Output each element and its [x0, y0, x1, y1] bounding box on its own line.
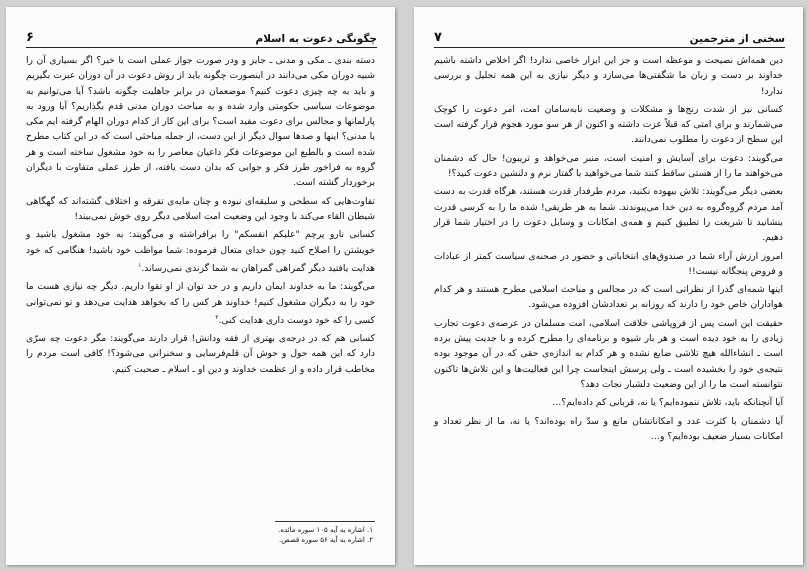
paragraph — [26, 227, 375, 276]
page-number: ۷ — [434, 30, 442, 45]
page-number: ۶ — [26, 30, 34, 45]
footnote: ۲. اشاره به آیه ۵۶ سوره قصص. — [279, 536, 373, 544]
left-page — [6, 7, 395, 565]
paragraph: کسانی هم که در درجه‌ی بهتری از فقه ودانش! قرار دارند می‌گویند: مگر دعوت چه سرّی دارد که این همه حول و حوش آن قلم‌فرسایی و سخنرانی می‌شود؟! کافی است مردم را مخاطب قرار داده و از عظمت خداوند و دین او ـ اسلام ـ صحبت کنیم. — [26, 333, 375, 375]
paragraph: اینها شمه‌ای گذرا از نظراتی است که در مجالس و مباحث اسلامی مطرح هستند و هر کدام هواداران خاص خود را دارند که روزانه بر تعدادشان افزوده می‌شود. — [434, 284, 783, 311]
paragraph: می‌گویند: دعوت برای آسایش و امنیت است، منبر می‌خواهد و تریبون! حال که دشمنان می‌خواهند ما را از هستی ساقط کنند شما می‌خواهید با گفتار نرم و دلنشین دعوت کنید؟! — [434, 152, 783, 180]
paragraph: دسته بندی ـ مکی و مدنی ـ جایز و ودر صورت جواز عملی است یا خیر؟ اگر بسیاری آن را شبیه دوران مکی می‌دانند در اینصورت چگونه باید از روش دعوت در آن دوران عبرت بگیریم و باید به چه چیزی دعوت کنیم؟ موضعمان در برابر جاهلیت چگونه باشد؟ آیا می‌توانیم به موضوعات سیاسی حکومتی وارد شده و به مباحث دوران مدنی قدم بگذاریم؟ آیا ورود به پارلمانها و مجالس برای دعوت مفید است؟ برای این کار از کدام دوران الهام گرفته ایم مکی یا مدنی؟ اینها و صدها سوال دیگر از این دست، از جمله مباحثی است که در این کتاب مطرح شده است و بالطبع این موضوعات فکر داعیان معاصر را به خود مشغول ساخته است و هر گروه به فراخور طرز فکر و جوابی که بدان دست یافته، از طرز عملی متفاوت با دیگران برخوردار گشته است. — [26, 55, 375, 189]
page-header — [434, 21, 785, 48]
paragraph-text: می‌گویند: ما به خداوند ایمان داریم و در حد توان از او تقوا داریم. دیگر چه نیازی هست ما خود را به دیگران مشغول کنیم! خداوند هر کس را که بخواهد هدایت می‌دهد و تو نمی‌توانی کسی را که خود دوست داری هدایت کنی. — [26, 281, 375, 326]
footnote-reference: ۱ — [138, 261, 142, 269]
footnotes — [26, 525, 373, 545]
footnote-separator — [275, 521, 375, 522]
paragraph: آیا دشمنان با کثرت عدد و امکاناتشان مانع و سدّ راه بوده‌اند؟ یا نه، ما از نظر تعداد و امکانات بسیار ضعیف بوده‌ایم؟ و… — [434, 415, 783, 442]
paragraph-text: کسانی نارو پرچم "علیکم انفسکم" را برافراشته و می‌گویند: به خود مشغول باشید و خویشتن را اصلاح کنید چون خدای متعال فرموده: شما مواظب خود باشید! هنگامی که خود هدایت یافتید دیگر گمراهی گمراهان به شما گزندی نمی‌رساند. — [26, 229, 375, 274]
paragraph: دین همه‌اش نصیحت و موعظه است و جز این ابزار خاصی ندارد! اگر اخلاص داشته باشیم خداوند بر دست و زبان ما شگفتی‌ها می‌سازد و دیگر نیازی به این همه تحلیل و بررسی ندارد! — [434, 55, 783, 97]
running-title: چگونگی دعوت به اسلام — [255, 33, 377, 45]
paragraph: حقیقت این است پس از فروپاشی خلافت اسلامی، امت مسلمان در عرصه‌ی دعوت تجارب زیادی را به خود دیده است و هر بار شیوه و برنامه‌ای را مطرح کرده و با جدیت پیش برده است ـ انشاءالله هیچ تلاشی ضایع نشده و هر کدام به اندازه‌ی حقی که در آن موجود بوده نتیجه‌ی خود را بخشیده است ـ ولی پرسش اینجاست چرا این فعالیت‌ها و این تلاش‌ها تاکنون نتوانسته است ما را از این وضعیت دلشبار نجات دهد؟ — [434, 317, 783, 390]
paragraph: کسانی نیز از شدت رنج‌ها و مشکلات و وضعیت نابه‌سامان امت، امر دعوت را کوچک می‌شمارند و برای امتی که قبلاً عزت داشته و اکنون از هر سو مورد هجوم قرار گرفته است این سطح از دعوت را مطلوب نمی‌دانند. — [434, 103, 783, 146]
paragraph: آیا آنچنانکه باید، تلاش ننموده‌ایم؟ یا نه، قربانی کم داده‌ایم؟… — [552, 397, 783, 409]
footnote-reference: ۲ — [215, 313, 219, 321]
running-title: سخنی از مترجمین — [689, 33, 785, 45]
footnote: ۱. اشاره به آیه ۱۰۵ سوره مائده. — [278, 526, 373, 534]
paragraph — [26, 279, 375, 328]
page-body — [26, 53, 375, 380]
paragraph: بعضی دیگر می‌گویند: تلاش بیهوده نکنید، مردم طرفدار قدرت هستند، هرگاه قدرت به دست آمد مردم گروه‌گروه به دین خدا می‌پیوندند. شما به هر طریقی! شده ما را به کرسی قدرت بنشانید تا شریعت را تطبیق کنیم و همه‌ی امکانات و وسایل دعوت را در اختیار شما قرار دهیم. — [434, 186, 783, 244]
page-body — [434, 53, 783, 447]
page-header — [26, 21, 377, 48]
paragraph: امروز ارزش آراء شما در صندوق‌های انتخاباتی و حضور در صحنه‌ی سیاست کمتر از عبادات و فروض پنجگانه نیست!! — [434, 250, 783, 277]
paragraph: تفاوت‌هایی که سطحی و سلیقه‌ای نبوده و چنان مایه‌ی تفرقه و اختلاف گشته‌اند که گهگاهی شیطان القاء می‌کند با وجود این وضعیت امت اسلامی دیگر روی خوش نمی‌بیند! — [26, 195, 375, 222]
right-page — [414, 7, 803, 565]
